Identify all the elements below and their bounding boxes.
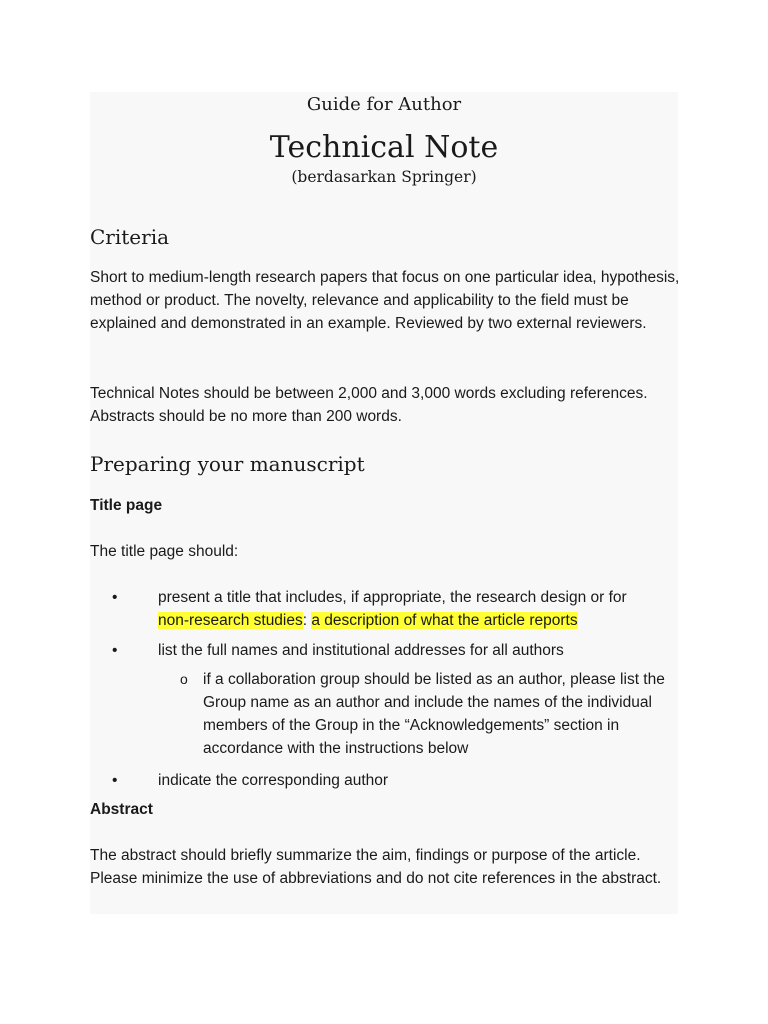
sub-list-item xyxy=(112,668,672,760)
title-page-intro: The title page should: xyxy=(90,543,239,560)
sub-list-item-text: if a collaboration group should be listed as an author, please list the Group name as an author and include the names of the individual members of the Group in the “Acknowledgements” section in accordance with the instructions below xyxy=(203,671,665,757)
highlight-description: a description of what the article reports xyxy=(311,612,578,629)
document-subtitle: (berdasarkan Springer) xyxy=(291,168,477,186)
criteria-paragraph-1: Short to medium-length research papers that focus on one particular idea, hypothesis, method or product. The novelty, relevance and applicability to the field must be explained and demonstrated in an example. Reviewed by two external reviewers. xyxy=(90,269,680,332)
bullet-text: present a title that includes, if appropriate, the research design or for xyxy=(158,589,627,606)
list-item xyxy=(112,586,672,632)
bullet-mark: • xyxy=(112,589,118,606)
criteria-paragraph-2: Technical Notes should be between 2,000 and 3,000 words excluding references. Abstracts should be no more than 200 words. xyxy=(90,385,648,425)
sub-bullet-mark: o xyxy=(180,671,188,687)
list-item-text: indicate the corresponding author xyxy=(158,772,389,789)
title-page-heading: Title page xyxy=(90,497,163,514)
list-item xyxy=(112,639,672,662)
abstract-heading: Abstract xyxy=(90,801,153,818)
bullet-mark: • xyxy=(112,642,118,659)
list-item-text xyxy=(158,586,658,632)
criteria-heading: Criteria xyxy=(90,225,170,249)
document-page xyxy=(90,92,678,914)
preparing-heading: Preparing your manuscript xyxy=(90,452,365,476)
list-item xyxy=(112,769,672,792)
list-item-text: list the full names and institutional addresses for all authors xyxy=(158,642,564,659)
document-title: Technical Note xyxy=(269,130,499,165)
highlight-non-research: non-research studies xyxy=(158,612,303,629)
bullet-mark: • xyxy=(112,772,118,789)
separator: : xyxy=(302,612,312,629)
document-label: Guide for Author xyxy=(306,94,462,115)
abstract-paragraph: The abstract should briefly summarize the aim, findings or purpose of the article. Please minimize the use of abbreviations and do not cite references in the abstract. xyxy=(90,847,662,887)
